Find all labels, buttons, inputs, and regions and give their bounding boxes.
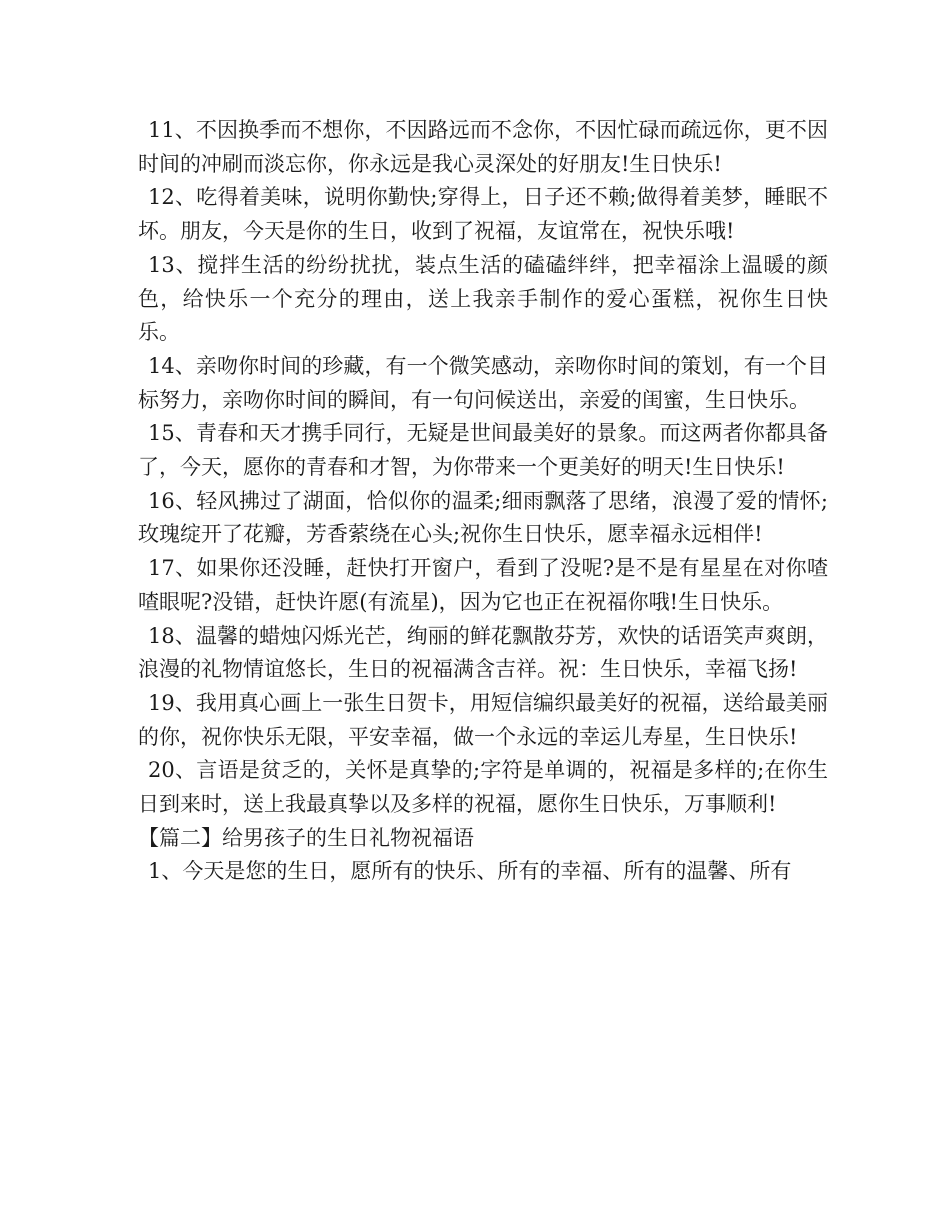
section-first-paragraph: 1、今天是您的生日，愿所有的快乐、所有的幸福、所有的温馨、所有: [148, 859, 792, 884]
blessing-paragraph-14: 14、亲吻你时间的珍藏，有一个微笑感动，亲吻你时间的策划，有一个目标努力，亲吻你时间的瞬间，有一句问候送出，亲爱的闺蜜，生日快乐。: [138, 353, 828, 412]
section-heading: 【篇二】给男孩子的生日礼物祝福语: [138, 825, 474, 850]
blessing-paragraph-19: 19、我用真心画上一张生日贺卡，用短信编织最美好的祝福，送给最美丽的你，祝你快乐无限，平安幸福，做一个永远的幸运儿寿星，生日快乐!: [138, 690, 828, 749]
blessing-paragraph-15: 15、青春和天才携手同行，无疑是世间最美好的景象。而这两者你都具备了，今天，愿你的青春和才智，为你带来一个更美好的明天!生日快乐!: [138, 421, 828, 480]
document-body: [138, 114, 828, 889]
blessing-paragraph-17: 17、如果你还没睡，赶快打开窗户，看到了没呢?是不是有星星在对你喳喳眼呢?没错，赶快许愿(有流星)，因为它也正在祝福你哦!生日快乐。: [138, 556, 828, 614]
blessing-paragraph-12: 12、吃得着美味，说明你勤快;穿得上，日子还不赖;做得着美梦，睡眠不坏。朋友，今天是你的生日，收到了祝福，友谊常在，祝快乐哦!: [138, 185, 828, 244]
blessing-paragraph-16: 16、轻风拂过了湖面，恰似你的温柔;细雨飘落了思绪，浪漫了爱的情怀;玫瑰绽开了花瓣，芳香萦绕在心头;祝你生日快乐，愿幸福永远相伴!: [138, 488, 828, 547]
blessing-paragraph-13: 13、搅拌生活的纷纷扰扰，装点生活的磕磕绊绊，把幸福涂上温暖的颜色，给快乐一个充分的理由，送上我亲手制作的爱心蛋糕，祝你生日快乐。: [138, 252, 828, 345]
blessing-paragraph-20: 20、言语是贫乏的，关怀是真挚的;字符是单调的，祝福是多样的;在你生日到来时，送上我最真挚以及多样的祝福，愿你生日快乐，万事顺利!: [138, 758, 828, 817]
blessing-paragraph-18: 18、温馨的蜡烛闪烁光芒，绚丽的鲜花飘散芬芳，欢快的话语笑声爽朗，浪漫的礼物情谊悠长，生日的祝福满含吉祥。祝：生日快乐，幸福飞扬!: [138, 623, 828, 682]
blessing-paragraph-11: 11、不因换季而不想你，不因路远而不念你，不因忙碌而疏远你，更不因时间的冲刷而淡忘你，你永远是我心灵深处的好朋友!生日快乐!: [138, 118, 828, 176]
